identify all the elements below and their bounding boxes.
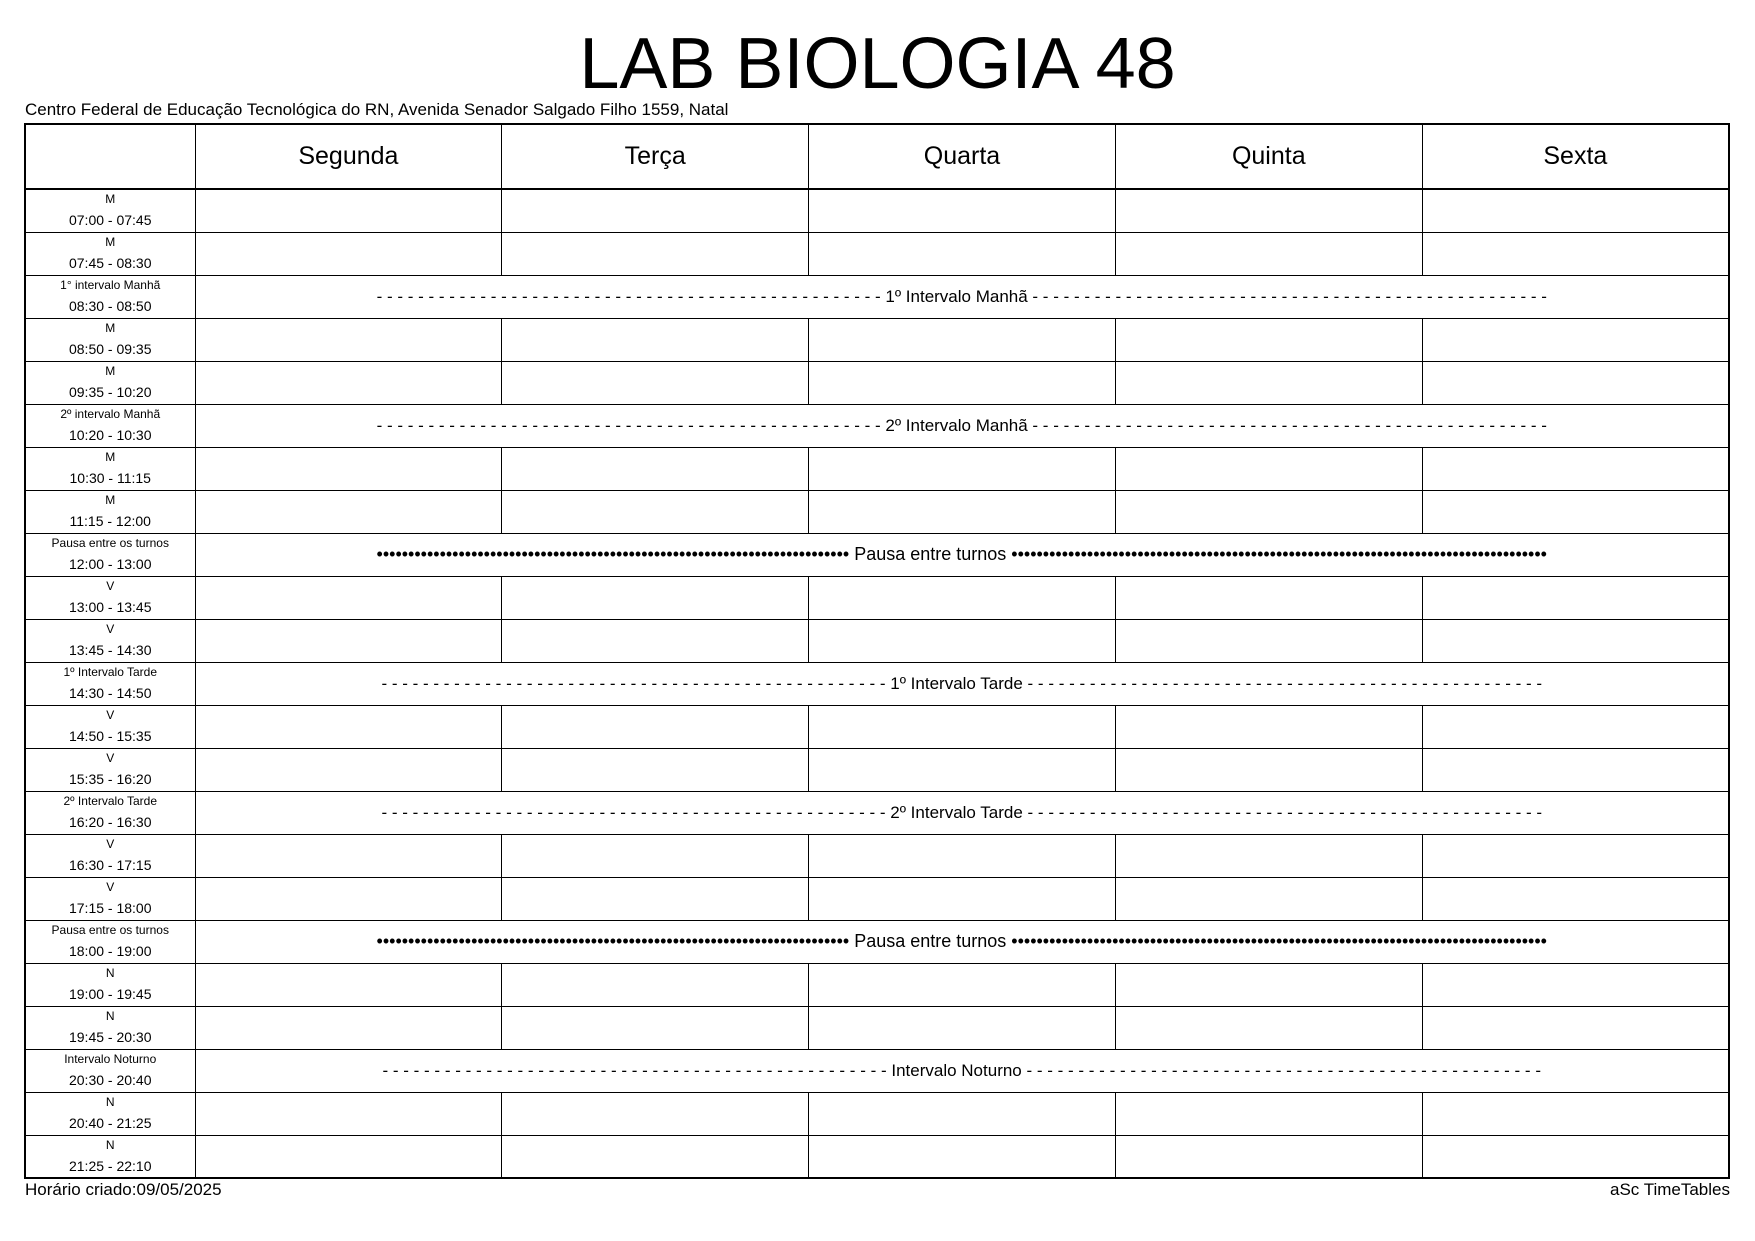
period-label xyxy=(25,232,195,275)
lesson-cell[interactable] xyxy=(195,834,502,877)
period-time: 21:25 - 22:10 xyxy=(68,1157,152,1174)
day-header: Sexta xyxy=(1422,124,1729,189)
period-row xyxy=(25,1006,1729,1049)
period-kind: N xyxy=(105,1008,115,1023)
lesson-cell[interactable] xyxy=(809,447,1116,490)
lesson-cell[interactable] xyxy=(502,1092,809,1135)
lesson-cell[interactable] xyxy=(502,576,809,619)
period-kind: Pausa entre os turnos xyxy=(51,922,169,937)
timetable-body xyxy=(25,189,1729,1178)
period-kind: V xyxy=(106,707,115,722)
period-row xyxy=(25,189,1729,232)
lesson-cell[interactable] xyxy=(195,490,502,533)
lesson-cell[interactable] xyxy=(195,189,502,232)
lesson-cell[interactable] xyxy=(502,963,809,1006)
lesson-cell[interactable] xyxy=(1422,619,1729,662)
break-filler: - - - - - - - - - - - - - - - - - - - - - - - - - - - - - - - - - - - - - - - - - - - - - - - - - xyxy=(381,802,891,822)
period-row xyxy=(25,877,1729,920)
break-filler: - - - - - - - - - - - - - - - - - - - - - - - - - - - - - - - - - - - - - - - - - - - - - - - - - - xyxy=(1022,802,1543,822)
lesson-cell[interactable] xyxy=(502,705,809,748)
lesson-cell[interactable] xyxy=(502,361,809,404)
lesson-cell[interactable] xyxy=(1115,490,1422,533)
period-time: 16:20 - 16:30 xyxy=(68,813,152,830)
lesson-cell[interactable] xyxy=(1422,232,1729,275)
lesson-cell[interactable] xyxy=(809,877,1116,920)
break-filler: - - - - - - - - - - - - - - - - - - - - - - - - - - - - - - - - - - - - - - - - - - - - - - - - - xyxy=(382,1060,892,1080)
lesson-cell[interactable] xyxy=(809,361,1116,404)
lesson-cell[interactable] xyxy=(1422,1092,1729,1135)
lesson-cell[interactable] xyxy=(809,232,1116,275)
timetable-grid xyxy=(24,123,1730,1179)
period-time: 20:30 - 20:40 xyxy=(68,1071,152,1088)
period-time: 14:50 - 15:35 xyxy=(68,727,152,744)
break-row xyxy=(25,533,1729,576)
lesson-cell[interactable] xyxy=(1115,1135,1422,1178)
period-row xyxy=(25,447,1729,490)
period-time: 09:35 - 10:20 xyxy=(68,383,152,400)
lesson-cell[interactable] xyxy=(195,748,502,791)
period-row xyxy=(25,1135,1729,1178)
lesson-cell[interactable] xyxy=(502,490,809,533)
period-kind: 2º intervalo Manhã xyxy=(60,406,161,421)
period-label xyxy=(25,404,195,447)
period-row xyxy=(25,576,1729,619)
break-filler: ••••••••••••••••••••••••••••••••••••••••••••••••••••••••••••••••••••••••••••••••••••• xyxy=(1006,931,1547,951)
break-row xyxy=(25,662,1729,705)
lesson-cell[interactable] xyxy=(502,189,809,232)
period-row xyxy=(25,619,1729,662)
period-label xyxy=(25,662,195,705)
lesson-cell[interactable] xyxy=(1422,490,1729,533)
period-time: 18:00 - 19:00 xyxy=(68,942,152,959)
lesson-cell[interactable] xyxy=(809,1006,1116,1049)
period-label xyxy=(25,791,195,834)
period-time: 07:45 - 08:30 xyxy=(68,254,152,271)
period-kind: M xyxy=(105,492,116,507)
period-label xyxy=(25,533,195,576)
period-kind: 2º Intervalo Tarde xyxy=(63,793,158,808)
period-time: 10:20 - 10:30 xyxy=(68,426,152,443)
break-filler: - - - - - - - - - - - - - - - - - - - - - - - - - - - - - - - - - - - - - - - - - - - - - - - - - - xyxy=(1027,286,1547,306)
period-kind: N xyxy=(105,1094,115,1109)
period-time: 20:40 - 21:25 xyxy=(68,1114,152,1131)
break-banner xyxy=(195,1049,1729,1092)
period-kind: M xyxy=(105,234,116,249)
lesson-cell[interactable] xyxy=(195,318,502,361)
break-banner xyxy=(195,662,1729,705)
lesson-cell[interactable] xyxy=(195,619,502,662)
lesson-cell[interactable] xyxy=(1422,1135,1729,1178)
break-banner xyxy=(195,275,1729,318)
break-filler: - - - - - - - - - - - - - - - - - - - - - - - - - - - - - - - - - - - - - - - - - - - - - - - - - - xyxy=(1027,415,1547,435)
lesson-cell[interactable] xyxy=(809,1135,1116,1178)
period-label xyxy=(25,834,195,877)
break-row xyxy=(25,920,1729,963)
break-label: Pausa entre turnos xyxy=(854,544,1007,564)
created-date: Horário criado:09/05/2025 xyxy=(25,1180,222,1199)
period-label xyxy=(25,275,195,318)
period-row xyxy=(25,318,1729,361)
period-time: 13:45 - 14:30 xyxy=(68,641,152,658)
lesson-cell[interactable] xyxy=(809,705,1116,748)
lesson-cell[interactable] xyxy=(502,834,809,877)
lesson-cell[interactable] xyxy=(809,963,1116,1006)
lesson-cell[interactable] xyxy=(1115,1006,1422,1049)
period-kind: M xyxy=(105,320,116,335)
break-row xyxy=(25,791,1729,834)
header-row xyxy=(25,124,1729,189)
lesson-cell[interactable] xyxy=(502,748,809,791)
break-banner xyxy=(195,404,1729,447)
lesson-cell[interactable] xyxy=(1115,576,1422,619)
period-time: 19:45 - 20:30 xyxy=(68,1028,152,1045)
break-filler: - - - - - - - - - - - - - - - - - - - - - - - - - - - - - - - - - - - - - - - - - - - - - - - - - xyxy=(376,286,886,306)
page-title: LAB BIOLOGIA 48 xyxy=(579,24,1176,104)
period-kind: 1º Intervalo Tarde xyxy=(63,664,158,679)
period-kind: 1° intervalo Manhã xyxy=(60,277,161,292)
lesson-cell[interactable] xyxy=(809,834,1116,877)
break-label: 2º Intervalo Manhã xyxy=(885,415,1028,435)
period-row xyxy=(25,963,1729,1006)
break-label: Intervalo Noturno xyxy=(891,1060,1022,1080)
period-time: 17:15 - 18:00 xyxy=(68,899,152,916)
period-row xyxy=(25,232,1729,275)
lesson-cell[interactable] xyxy=(1422,963,1729,1006)
lesson-cell[interactable] xyxy=(502,447,809,490)
break-filler: ••••••••••••••••••••••••••••••••••••••••••••••••••••••••••••••••••••••••••• xyxy=(376,544,855,564)
break-filler: - - - - - - - - - - - - - - - - - - - - - - - - - - - - - - - - - - - - - - - - - - - - - - - - - xyxy=(376,415,886,435)
period-kind: V xyxy=(106,578,115,593)
lesson-cell[interactable] xyxy=(1115,232,1422,275)
lesson-cell[interactable] xyxy=(195,963,502,1006)
day-header: Quarta xyxy=(809,124,1116,189)
period-label xyxy=(25,1049,195,1092)
lesson-cell[interactable] xyxy=(1115,189,1422,232)
lesson-cell[interactable] xyxy=(1115,748,1422,791)
lesson-cell[interactable] xyxy=(1115,705,1422,748)
lesson-cell[interactable] xyxy=(502,877,809,920)
period-time: 16:30 - 17:15 xyxy=(68,856,152,873)
lesson-cell[interactable] xyxy=(1422,447,1729,490)
period-kind: M xyxy=(105,449,116,464)
lesson-cell[interactable] xyxy=(1422,361,1729,404)
period-time: 10:30 - 11:15 xyxy=(69,469,151,486)
period-time: 11:15 - 12:00 xyxy=(69,512,151,529)
break-banner xyxy=(195,533,1729,576)
day-header: Terça xyxy=(502,124,809,189)
break-filler: ••••••••••••••••••••••••••••••••••••••••••••••••••••••••••••••••••••••••••• xyxy=(376,931,855,951)
break-filler: - - - - - - - - - - - - - - - - - - - - - - - - - - - - - - - - - - - - - - - - - - - - - - - - - - xyxy=(1022,673,1543,693)
period-label xyxy=(25,1135,195,1178)
period-label xyxy=(25,490,195,533)
period-kind: V xyxy=(106,750,115,765)
lesson-cell[interactable] xyxy=(809,619,1116,662)
period-kind: M xyxy=(105,363,116,378)
period-kind: M xyxy=(105,192,116,206)
lesson-cell[interactable] xyxy=(502,318,809,361)
lesson-cell[interactable] xyxy=(195,447,502,490)
lesson-cell[interactable] xyxy=(502,1006,809,1049)
period-time: 13:00 - 13:45 xyxy=(68,598,152,615)
period-kind: Pausa entre os turnos xyxy=(51,535,169,550)
period-kind: V xyxy=(106,836,115,851)
lesson-cell[interactable] xyxy=(195,877,502,920)
lesson-cell[interactable] xyxy=(1422,877,1729,920)
period-row xyxy=(25,705,1729,748)
lesson-cell[interactable] xyxy=(195,1006,502,1049)
period-time: 14:30 - 14:50 xyxy=(68,684,152,701)
period-label xyxy=(25,963,195,1006)
break-filler: ••••••••••••••••••••••••••••••••••••••••••••••••••••••••••••••••••••••••••••••••••••• xyxy=(1006,544,1547,564)
lesson-cell[interactable] xyxy=(1115,619,1422,662)
period-label xyxy=(25,705,195,748)
period-kind: Intervalo Noturno xyxy=(64,1051,157,1066)
lesson-cell[interactable] xyxy=(809,748,1116,791)
period-label xyxy=(25,189,195,232)
break-banner xyxy=(195,791,1729,834)
period-time: 19:00 - 19:45 xyxy=(68,985,152,1002)
lesson-cell[interactable] xyxy=(195,232,502,275)
break-row xyxy=(25,1049,1729,1092)
lesson-cell[interactable] xyxy=(502,232,809,275)
period-label xyxy=(25,576,195,619)
period-kind: V xyxy=(106,621,115,636)
period-time: 15:35 - 16:20 xyxy=(68,770,152,787)
period-kind: N xyxy=(105,1137,115,1152)
lesson-cell[interactable] xyxy=(502,1135,809,1178)
lesson-cell[interactable] xyxy=(809,318,1116,361)
lesson-cell[interactable] xyxy=(1422,318,1729,361)
period-time: 12:00 - 13:00 xyxy=(68,555,152,572)
lesson-cell[interactable] xyxy=(1422,834,1729,877)
break-label: Pausa entre turnos xyxy=(854,931,1007,951)
lesson-cell[interactable] xyxy=(1422,189,1729,232)
lesson-cell[interactable] xyxy=(1115,318,1422,361)
period-row xyxy=(25,1092,1729,1135)
break-filler: - - - - - - - - - - - - - - - - - - - - - - - - - - - - - - - - - - - - - - - - - - - - - - - - - - xyxy=(1021,1060,1541,1080)
period-row xyxy=(25,834,1729,877)
break-label: 2º Intervalo Tarde xyxy=(890,802,1023,822)
lesson-cell[interactable] xyxy=(1115,963,1422,1006)
period-row xyxy=(25,748,1729,791)
lesson-cell[interactable] xyxy=(1115,1092,1422,1135)
lesson-cell[interactable] xyxy=(1422,576,1729,619)
period-time: 08:50 - 09:35 xyxy=(68,340,152,357)
period-label xyxy=(25,318,195,361)
day-header: Segunda xyxy=(195,124,502,189)
brand-label: aSc TimeTables xyxy=(1610,1180,1730,1199)
lesson-cell[interactable] xyxy=(195,705,502,748)
period-time: 08:30 - 08:50 xyxy=(68,297,152,314)
period-row xyxy=(25,490,1729,533)
lesson-cell[interactable] xyxy=(1422,705,1729,748)
period-label xyxy=(25,361,195,404)
day-header: Quinta xyxy=(1115,124,1422,189)
period-label xyxy=(25,447,195,490)
lesson-cell[interactable] xyxy=(1115,361,1422,404)
lesson-cell[interactable] xyxy=(809,576,1116,619)
period-row xyxy=(25,361,1729,404)
period-kind: N xyxy=(105,965,115,980)
period-label xyxy=(25,619,195,662)
lesson-cell[interactable] xyxy=(195,1135,502,1178)
break-row xyxy=(25,275,1729,318)
period-label xyxy=(25,1006,195,1049)
period-label xyxy=(25,748,195,791)
school-address: Centro Federal de Educação Tecnológica do RN, Avenida Senador Salgado Filho 1559, Natal xyxy=(25,100,729,119)
period-label xyxy=(25,877,195,920)
lesson-cell[interactable] xyxy=(195,1092,502,1135)
lesson-cell[interactable] xyxy=(1115,834,1422,877)
corner-cell xyxy=(25,124,195,189)
lesson-cell[interactable] xyxy=(195,576,502,619)
break-label: 1º Intervalo Manhã xyxy=(885,286,1028,306)
lesson-cell[interactable] xyxy=(1115,877,1422,920)
break-banner xyxy=(195,920,1729,963)
lesson-cell[interactable] xyxy=(809,490,1116,533)
break-label: 1º Intervalo Tarde xyxy=(890,673,1023,693)
lesson-cell[interactable] xyxy=(1115,447,1422,490)
break-row xyxy=(25,404,1729,447)
period-time: 07:00 - 07:45 xyxy=(68,212,152,228)
lesson-cell[interactable] xyxy=(1422,748,1729,791)
period-label xyxy=(25,1092,195,1135)
lesson-cell[interactable] xyxy=(195,361,502,404)
period-label xyxy=(25,920,195,963)
break-filler: - - - - - - - - - - - - - - - - - - - - - - - - - - - - - - - - - - - - - - - - - - - - - - - - - xyxy=(381,673,891,693)
lesson-cell[interactable] xyxy=(502,619,809,662)
lesson-cell[interactable] xyxy=(809,189,1116,232)
lesson-cell[interactable] xyxy=(1422,1006,1729,1049)
lesson-cell[interactable] xyxy=(809,1092,1116,1135)
period-kind: V xyxy=(106,879,115,894)
